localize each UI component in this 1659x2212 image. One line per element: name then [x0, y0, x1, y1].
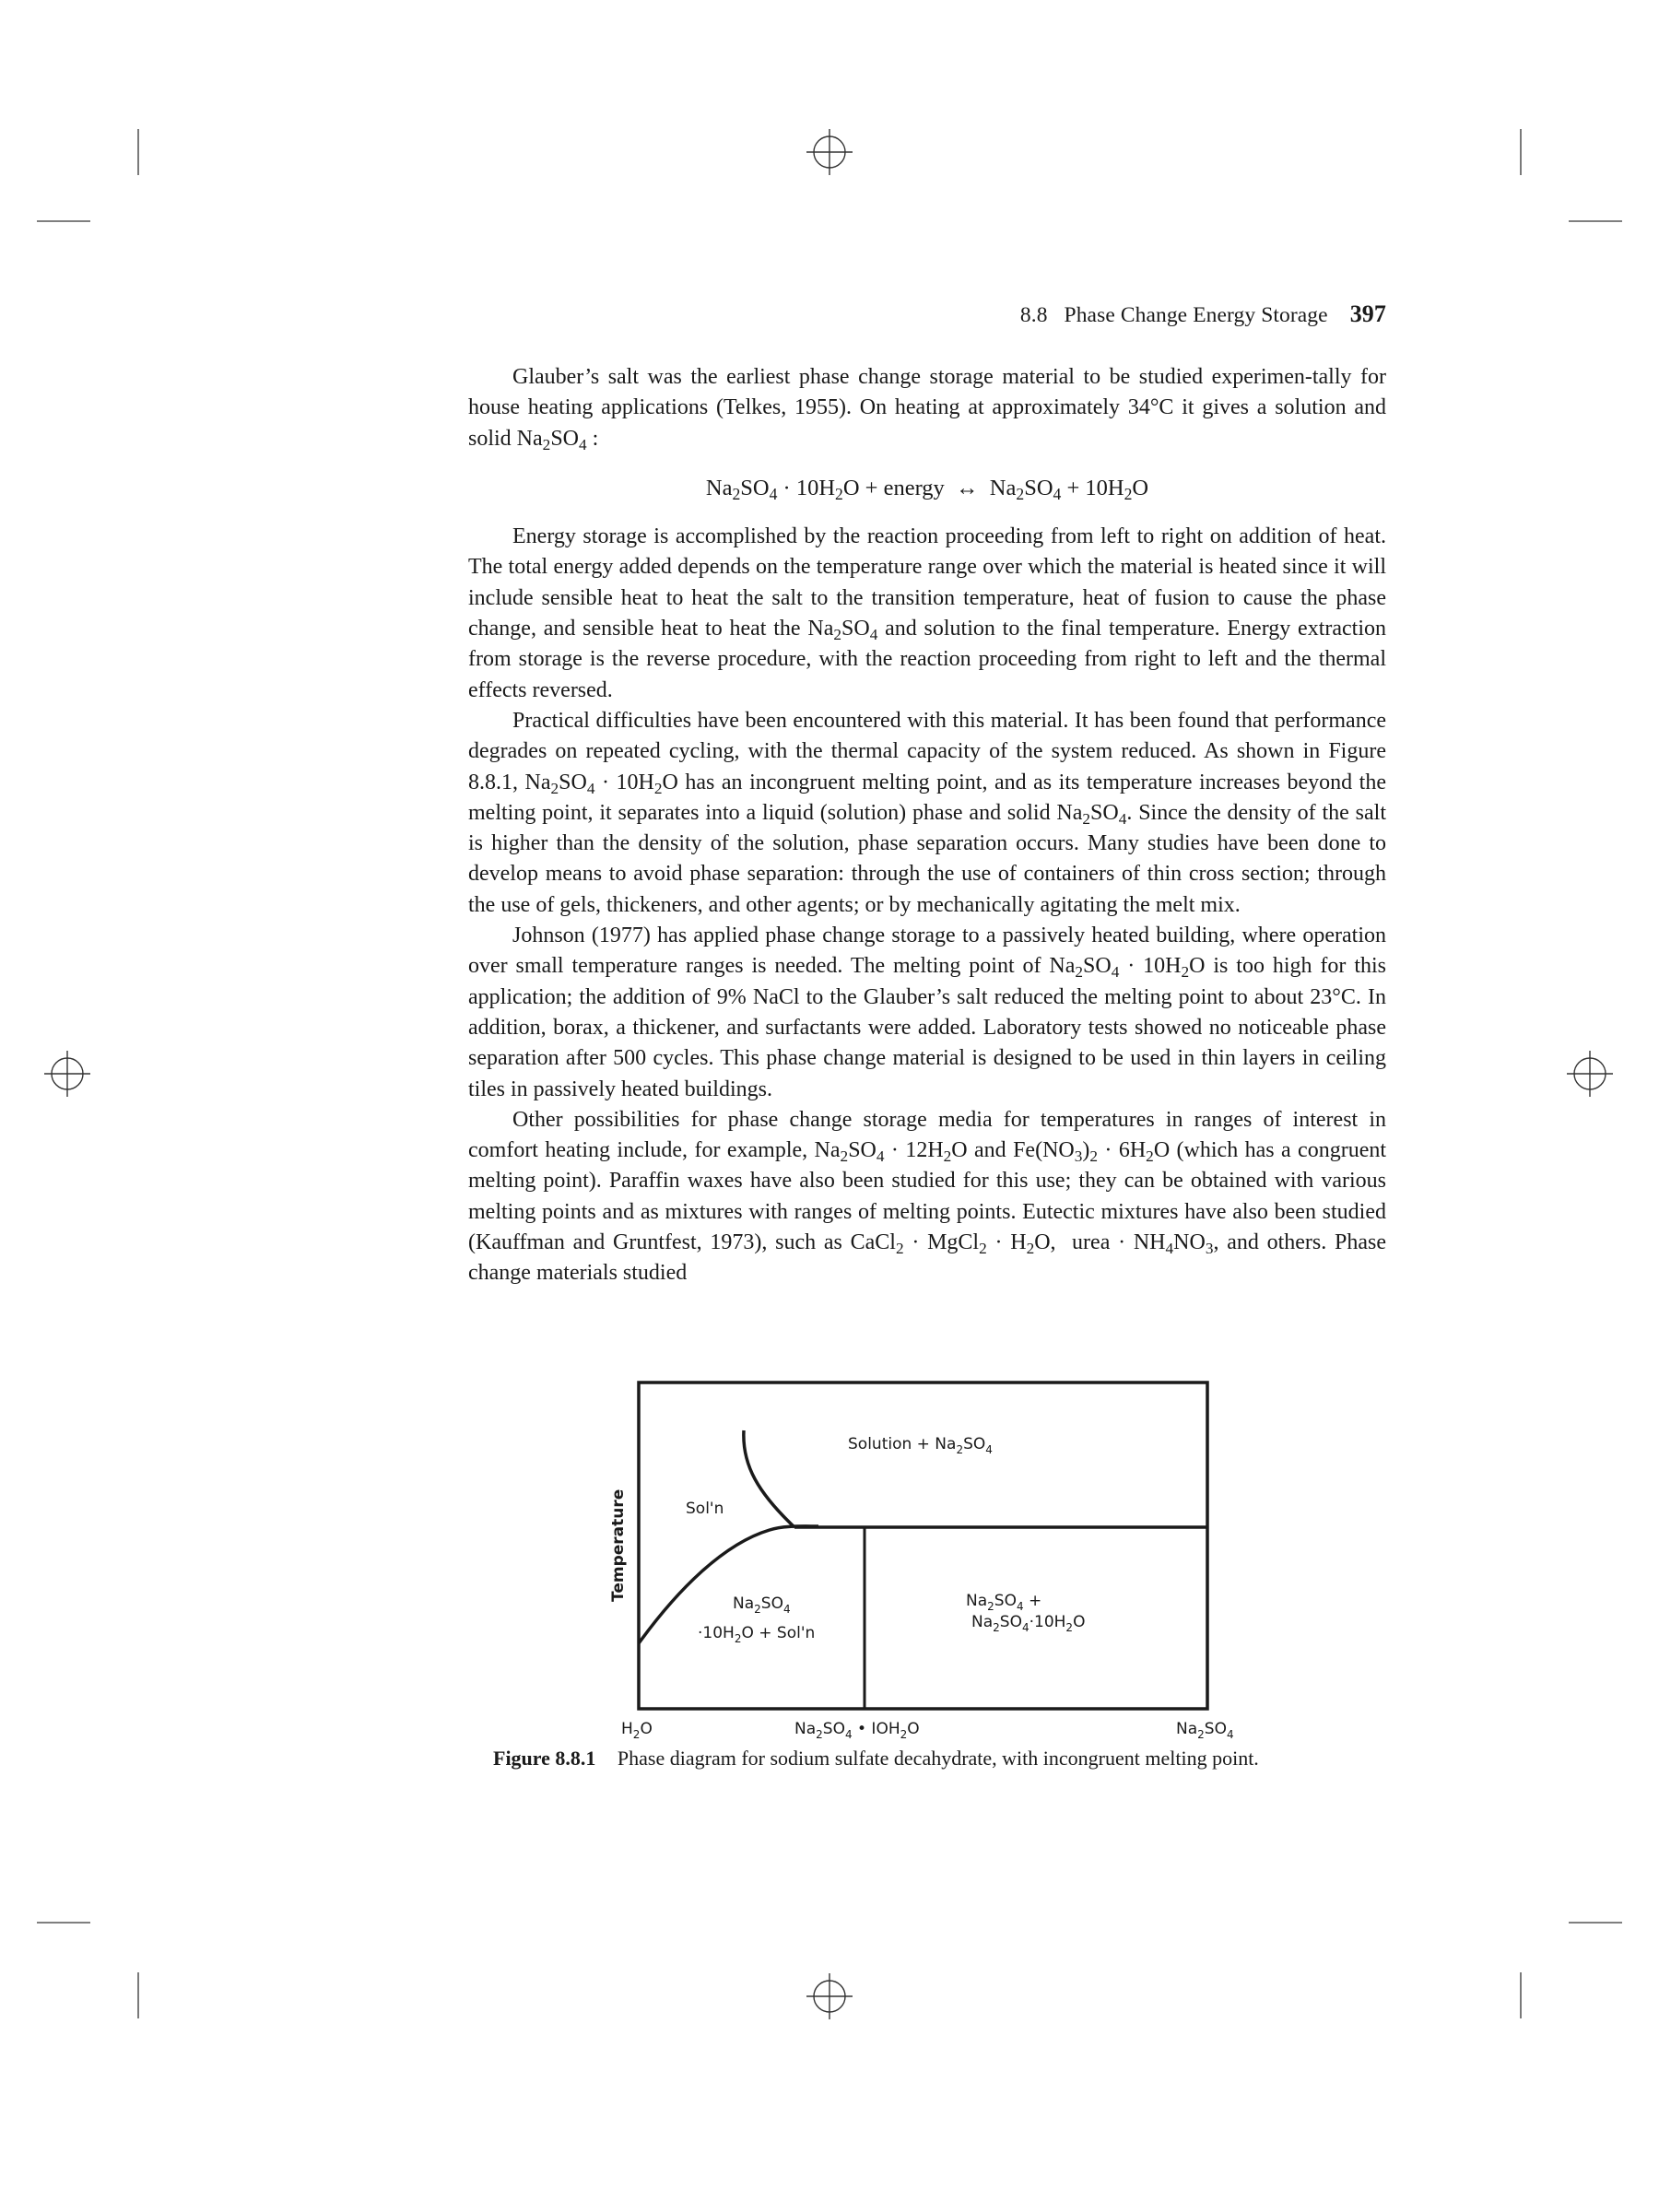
figure-caption: [493, 1747, 1396, 1771]
region-soln: Sol'n: [686, 1500, 724, 1518]
x-tick-h2o: $H_2O$: [621, 1720, 653, 1741]
running-header: [922, 300, 1386, 328]
y-axis-label: Temperature: [609, 1488, 628, 1602]
solubility-curve: [744, 1430, 794, 1527]
paragraph-3: Practical difficulties have been encountered with this material. It has been found that performance degrades on repeated cycling, with the thermal capacity of the system reduced. As shown in Figure 8.8.1, $Na_2SO_4 \cdot 10H_2O$ has an incongruent melting point, and as its temperature increases beyond the melting point, it separates into a liquid (solution) phase and solid $Na_2SO_4$. Since the density of the salt is higher than the density of the solution, phase separation occurs. Many studies have been done to develop means to avoid phase separation: through the use of containers of thin cross section; through the use of gels, thickeners, and other agents; or by mechanically agitating the melt mix.: [468, 708, 1386, 917]
x-tick-na2so4: $Na_2SO_4$: [1176, 1720, 1234, 1741]
diagram-frame: [639, 1382, 1207, 1709]
section-number: 8.8: [1019, 303, 1048, 327]
page-number: 397: [1349, 300, 1386, 327]
paragraph-4: Johnson (1977) has applied phase change storage to a passively heated building, where operation over small temperature ranges is needed. The melting point of $Na_2SO_4 \cdot 10H_2O$ is too high for this application; the addition of 9% NaCl to the Glauber’s salt reduced the melting point to about 23°C. In addition, borax, a thickener, and surfactants were added. Laboratory tests showed no noticeable phase separation after 500 cycles. This phase change material is designed to be used in thin layers in ceiling tiles in passively heated buildings.: [468, 924, 1386, 1101]
equation: $Na_2SO_4 \cdot 10H_2O$ + energy ↔ $Na_2SO_4 + 10H_2O$: [705, 475, 1149, 503]
region-solution-na2so4: Solution + $Na_2SO_4$: [848, 1435, 993, 1456]
x-tick-decahydrate: $Na_2SO_4$ • $IOH_2O$: [794, 1720, 920, 1741]
paragraph-1: Glauber’s salt was the earliest phase change storage material to be studied experimen-tally for house heating applications (Telkes, 1955). On heating at approximately 34°C it gives a solution and solid $Na_2SO_4$ :: [468, 365, 1386, 453]
paragraph-5: Other possibilities for phase change storage media for temperatures in ranges of interest in comfort heating include, for example, $Na_2SO_4 \cdot 12H_2O$ and $Fe(NO_3)_2 \cdot 6H_2O$ (which has a congruent melting point). Paraffin waxes have also been studied for this use; they can be obtained with various melting points and as mixtures with ranges of melting points. Eutectic mixtures have also been studied (Kauffman and Gruntfest, 1973), such as CaCl$_2$ · MgCl$_2$ · $H_2O$, urea · $NH_4NO_3$, and others. Phase change materials studied: [468, 1107, 1387, 1286]
region-na2so4-decahydrate-line2: $Na_2SO_4\cdot 10H_2O$: [971, 1613, 1086, 1634]
paragraph-2: Energy storage is accomplished by the reaction proceeding from left to right on addition of heat. The total energy added depends on the temperature range over which the material is heated since it will include sensible heat to heat the salt to the transition temperature, heat of fusion to cause the phase change, and sensible heat to heat the $Na_2SO_4$ and solution to the final temperature. Energy extraction from storage is the reverse procedure, with the reaction proceeding from right to left and the thermal effects reversed.: [468, 524, 1386, 702]
body-text: [468, 362, 1386, 1289]
region-decahydrate-soln-line2: $\cdot 10H_2O + Sol'n$: [698, 1624, 816, 1645]
caption-label: Figure 8.8.1: [493, 1747, 596, 1770]
caption-text: Phase diagram for sodium sulfate decahydrate, with incongruent melting point.: [617, 1747, 1259, 1770]
region-na2so4-decahydrate-line1: $Na_2SO_4$ +: [966, 1592, 1042, 1613]
phase-diagram: [604, 1373, 1267, 1742]
section-title: Phase Change Energy Storage: [1064, 303, 1328, 327]
region-decahydrate-soln-line1: $Na_2SO_4$: [733, 1594, 791, 1616]
